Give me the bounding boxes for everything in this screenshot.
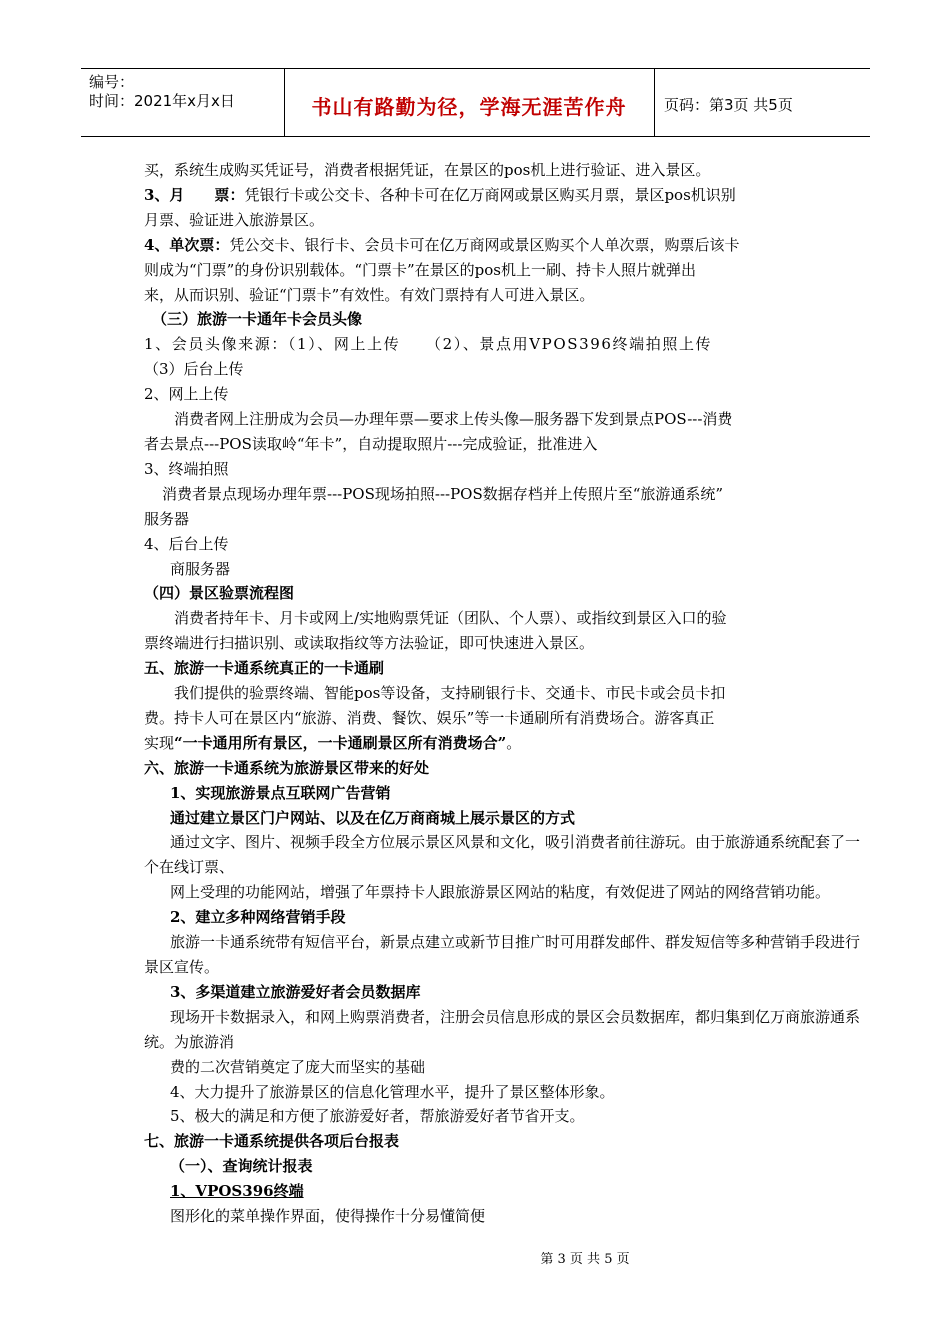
text-line: 4、单次票：凭公交卡、银行卡、会员卡可在亿万商网或景区购买个人单次票，购票后该卡 — [144, 235, 740, 254]
sub-heading: 1、VPOS396终端 — [170, 1182, 304, 1201]
document-body — [144, 158, 950, 1229]
text-line: 统。为旅游消 — [144, 1032, 235, 1051]
text-line: 票终端进行扫描识别、或读取指纹等方法验证，即可快速进入景区。 — [144, 634, 595, 653]
item-heading: 4、单次票： — [144, 235, 230, 254]
text-line: 实现“一卡通用所有景区，一卡通刷景区所有消费场合”。 — [144, 733, 522, 752]
text-line: 买，系统生成购买凭证号，消费者根据凭证，在景区的pos机上进行验证、进入景区。 — [144, 161, 711, 179]
text-line: 旅游一卡通系统带有短信平台，新景点建立或新节目推广时可用群发邮件、群发短信等多种营销手段进行 — [170, 933, 861, 952]
text-line: 商服务器 — [170, 559, 231, 578]
code-label: 编号： — [89, 73, 135, 91]
text-line: 2、网上上传 — [144, 385, 229, 404]
text-line: 则成为“门票”的身份识别载体。“门票卡”在景区的pos机上一刷、持卡人照片就弹出 — [144, 260, 697, 279]
page-header — [81, 68, 870, 137]
item-heading: 3、月 票： — [144, 185, 245, 204]
text-line: 费的二次营销奠定了庞大而坚实的基础 — [170, 1057, 426, 1076]
sub-heading: 3、多渠道建立旅游爱好者会员数据库 — [170, 982, 421, 1001]
text-line: 1、会员头像来源：（1）、网上上传 （2）、景点用VPOS396终端拍照上传 — [144, 335, 713, 354]
time-label: 时间：2021年x月x日 — [89, 92, 235, 110]
sub-heading: 2、建立多种网络营销手段 — [170, 908, 346, 927]
text-line: 4、后台上传 — [144, 534, 229, 553]
text-line: 3、终端拍照 — [144, 459, 229, 478]
text-line: （3）后台上传 — [144, 360, 244, 379]
text-line: 者去景点---POS读取岭“年卡”，自动提取照片---完成验证，批准进入 — [144, 434, 598, 453]
text-line: 我们提供的验票终端、智能pos等设备，支持刷银行卡、交通卡、市民卡或会员卡扣 — [174, 684, 726, 703]
text-line: 网上受理的功能网站，增强了年票持卡人跟旅游景区网站的粘度，有效促进了网站的网络营销功能。 — [170, 883, 831, 902]
text-line: 通过文字、图片、视频手段全方位展示景区风景和文化，吸引消费者前往游玩。由于旅游通系统配套了一 — [170, 833, 861, 852]
header-divider — [284, 69, 285, 136]
text-line: 图形化的菜单操作界面，使得操作十分易懂简便 — [170, 1207, 486, 1226]
header-divider — [654, 69, 655, 136]
text-line: 费。持卡人可在景区内“旅游、消费、餐饮、娱乐”等一卡通刷所有消费场合。游客真正 — [144, 708, 715, 727]
text-line: 来，从而识别、验证“门票卡”有效性。有效门票持有人可进入景区。 — [144, 285, 595, 304]
text-line: 服务器 — [144, 509, 190, 528]
section-heading: 七、旅游一卡通系统提供各项后台报表 — [144, 1132, 400, 1151]
text-line: 月票、验证进入旅游景区。 — [144, 210, 325, 229]
text-line: 现场开卡数据录入，和网上购票消费者，注册会员信息形成的景区会员数据库，都归集到亿万商旅游通系 — [170, 1007, 861, 1026]
text-line: 景区宣传。 — [144, 958, 220, 976]
text-line: 4、大力提升了旅游景区的信息化管理水平，提升了景区整体形象。 — [170, 1082, 615, 1101]
text-line: 消费者持年卡、月卡或网上/实地购票凭证（团队、个人票）、或指纹到景区入口的验 — [174, 609, 727, 628]
text-line: 消费者景点现场办理年票---POS现场拍照---POS数据存档并上传照片至“旅游通系统” — [162, 484, 724, 503]
sub-heading: 1、实现旅游景点互联网广告营销 — [170, 783, 391, 802]
section-heading: 五、旅游一卡通系统真正的一卡通刷 — [144, 659, 385, 678]
text-line: 3、月 票：凭银行卡或公交卡、各种卡可在亿万商网或景区购买月票，景区pos机识别 — [144, 185, 736, 204]
sub-heading: 通过建立景区门户网站、以及在亿万商商城上展示景区的方式 — [170, 808, 576, 827]
page-footer: 第 3 页 共 5 页 — [540, 1252, 630, 1267]
text-line: 消费者网上注册成为会员—办理年票—要求上传头像—服务器下发到景点POS---消费 — [174, 410, 733, 429]
section-heading: 六、旅游一卡通系统为旅游景区带来的好处 — [144, 758, 430, 777]
sub-heading: （一）、查询统计报表 — [170, 1157, 313, 1176]
section-heading: （三）旅游一卡通年卡会员头像 — [152, 310, 363, 329]
header-motto: 书山有路勤为径，学海无涯苦作舟 — [311, 95, 627, 119]
header-page-info: 页码：第3页 共5页 — [664, 96, 793, 114]
section-heading: （四）景区验票流程图 — [144, 584, 295, 603]
header-meta — [89, 73, 235, 111]
text-line: 个在线订票、 — [144, 858, 235, 877]
emphasis-text: “一卡通用所有景区，一卡通刷景区所有消费场合” — [174, 733, 507, 752]
text-line: 5、极大的满足和方便了旅游爱好者，帮旅游爱好者节省开支。 — [170, 1107, 585, 1126]
